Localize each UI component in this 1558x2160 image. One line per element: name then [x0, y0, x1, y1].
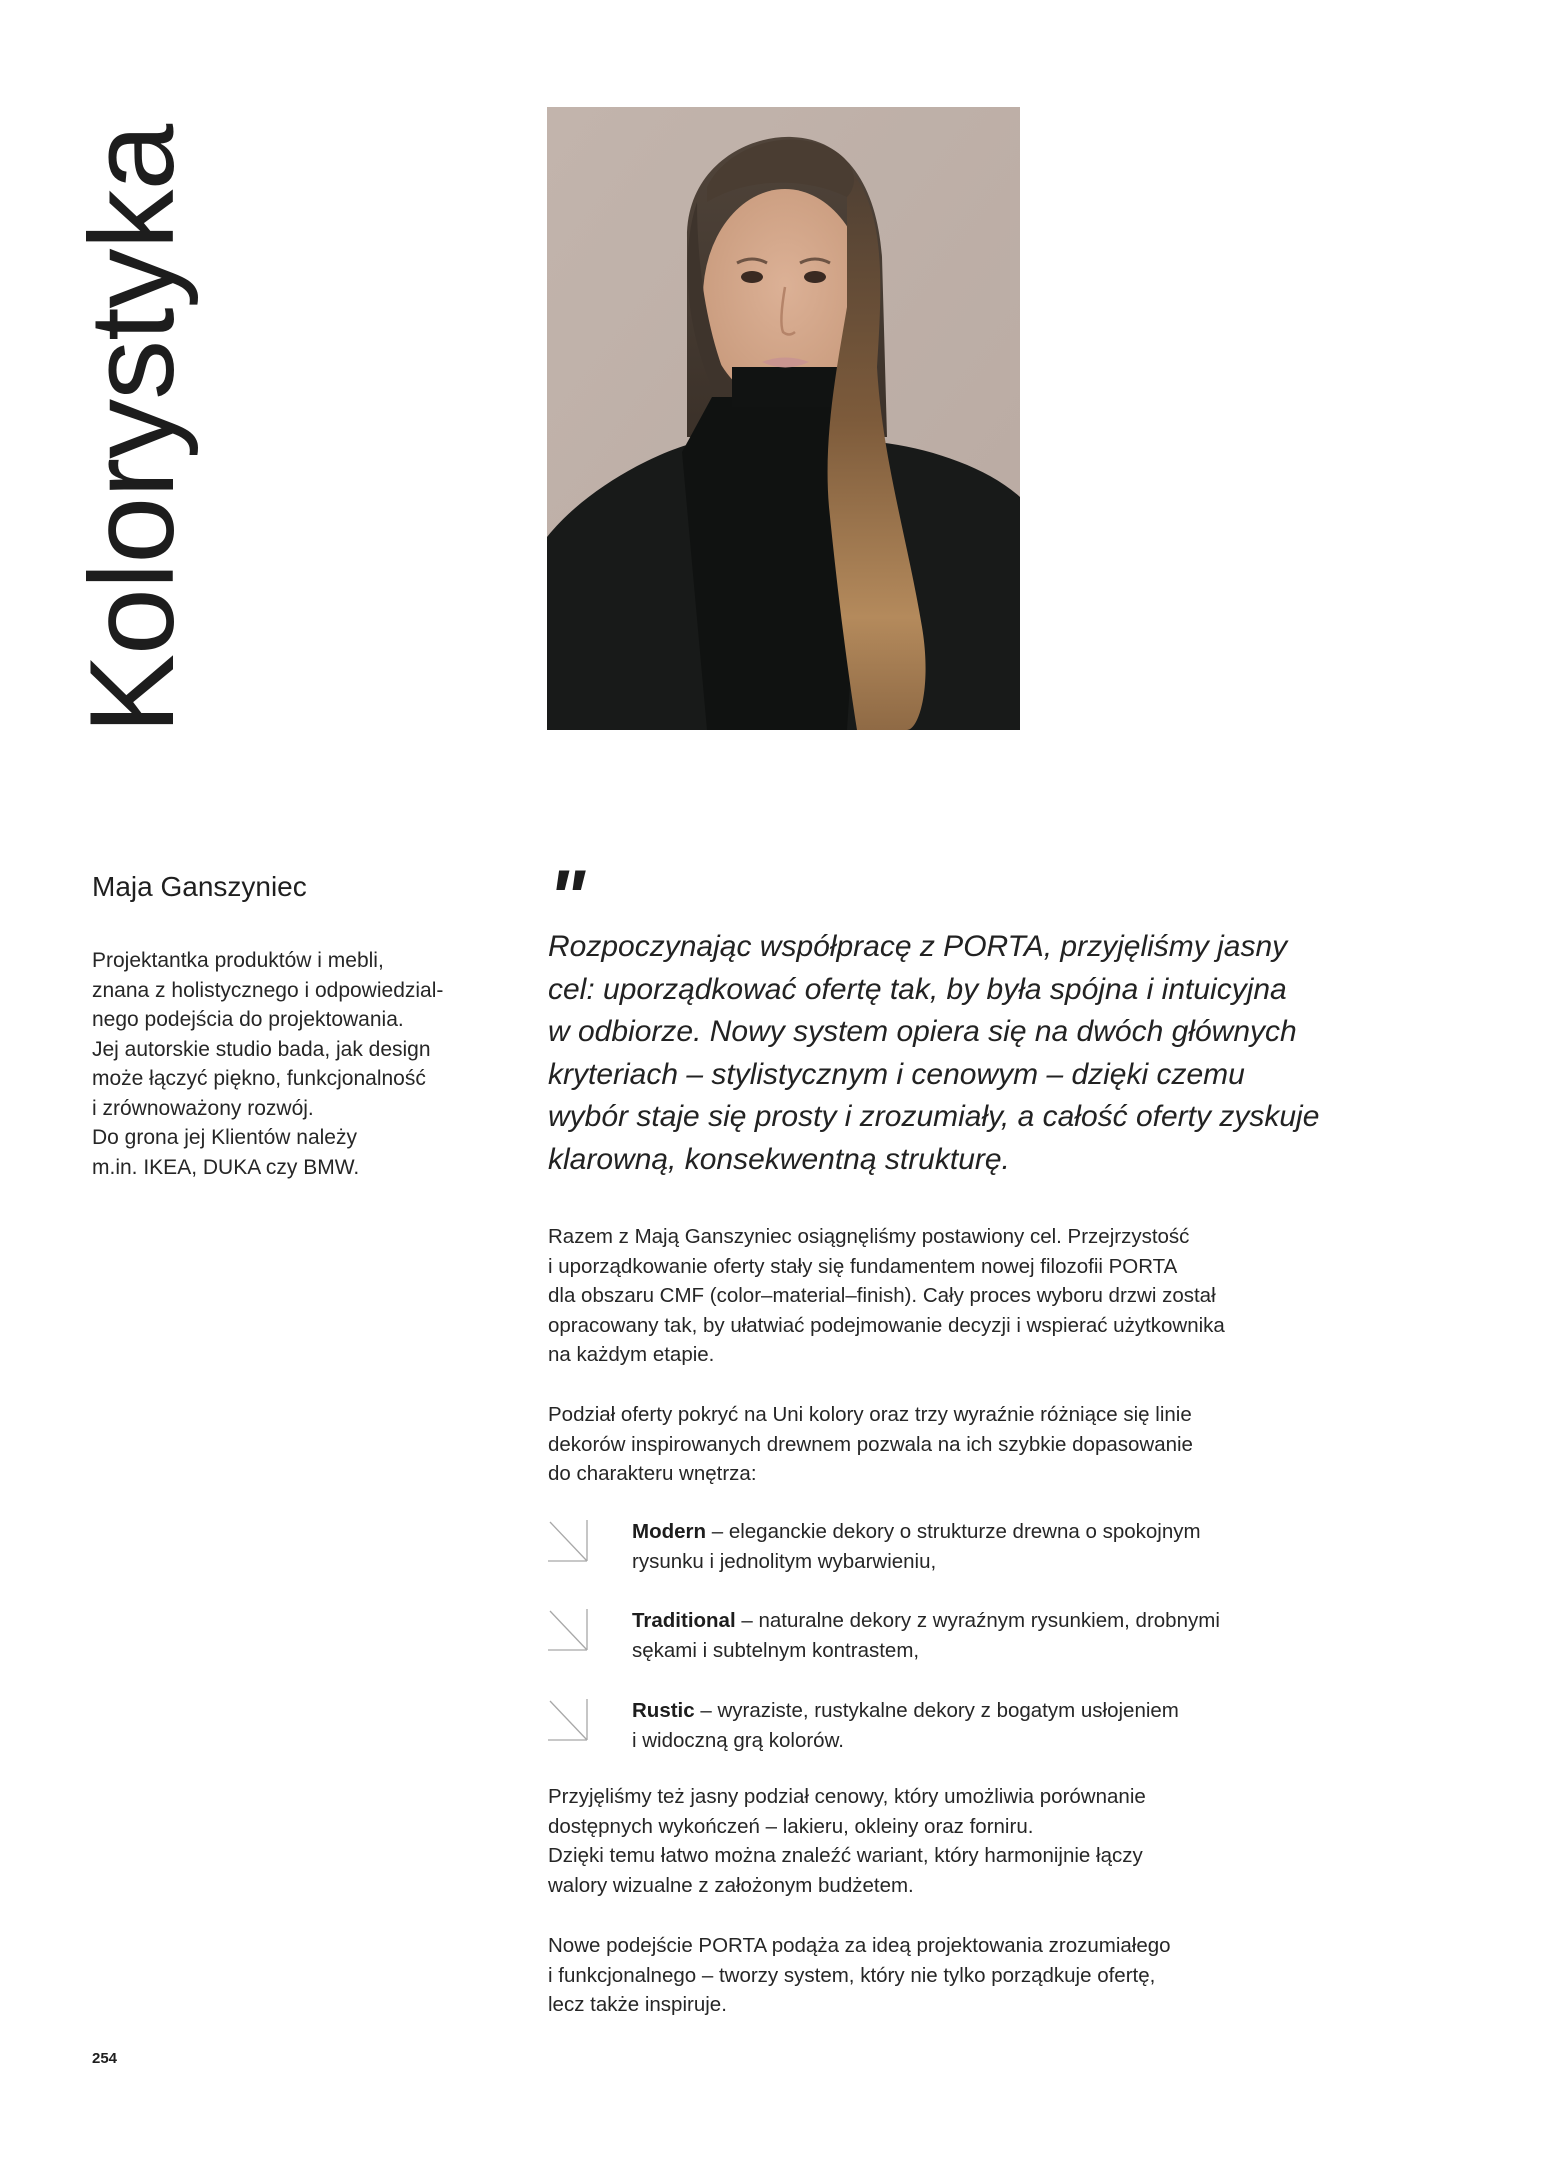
paragraph-intro: [548, 1222, 1348, 1370]
paragraph-line: do charakteru wnętrza:: [548, 1462, 757, 1485]
paragraph-line: Razem z Mają Ganszyniec osiągnęliśmy postawiony cel. Przejrzystość: [548, 1225, 1190, 1248]
arrow-down-right-icon: [548, 1699, 590, 1743]
paragraph-line: lecz także inspiruje.: [548, 1993, 727, 2016]
arrow-down-right-icon: [548, 1609, 590, 1653]
bio-line: nego podejścia do projektowania.: [92, 1008, 404, 1031]
bio-line: może łączyć piękno, funkcjonalność: [92, 1067, 426, 1090]
paragraph-price-division: [548, 1782, 1348, 1900]
decor-line-description-cont: i widoczną grą kolorów.: [632, 1728, 844, 1752]
bio-line: znana z holistycznego i odpowiedzial-: [92, 978, 444, 1002]
paragraph-line: Przyjęliśmy też jasny podział cenowy, który umożliwia porównanie: [548, 1785, 1146, 1808]
bio-line: Jej autorskie studio bada, jak design: [92, 1037, 431, 1061]
list-item-modern: [548, 1517, 1348, 1577]
decor-line-description-cont: rysunku i jednolitym wybarwieniu,: [632, 1549, 937, 1573]
paragraph-line: dostępnych wykończeń – lakieru, okleiny oraz forniru.: [548, 1814, 1034, 1838]
paragraph-line: Dzięki temu łatwo można znaleźć wariant, który harmonijnie łączy: [548, 1844, 1143, 1867]
quote-line: w odbiorze. Nowy system opiera się na dwóch głównych: [548, 1015, 1297, 1049]
paragraph-line: i uporządkowanie oferty stały się fundamentem nowej filozofii PORTA: [548, 1254, 1178, 1278]
quote-line: Rozpoczynając współpracę z PORTA, przyjęliśmy jasny: [548, 930, 1288, 963]
bio-line: Do grona jej Klientów należy: [92, 1126, 357, 1149]
decor-line-description: – naturalne dekory z wyraźnym rysunkiem, drobnymi: [735, 1609, 1220, 1632]
quote-line: cel: uporządkować ofertę tak, by była spójna i intuicyjna: [548, 972, 1287, 1006]
quote-line: wybór staje się prosty i zrozumiały, a całość oferty zyskuje: [548, 1100, 1320, 1134]
paragraph-conclusion: [548, 1931, 1348, 2020]
paragraph-line: dekorów inspirowanych drewnem pozwala na ich szybkie dopasowanie: [548, 1432, 1193, 1456]
paragraph-line: i funkcjonalnego – tworzy system, który nie tylko porządkuje ofertę,: [548, 1963, 1156, 1987]
section-title: Kolorystyka: [65, 124, 199, 734]
designer-bio: [92, 946, 512, 1182]
list-item-text: [632, 1517, 1352, 1576]
pull-quote: [548, 926, 1368, 1182]
bio-line: i zrównoważony rozwój.: [92, 1096, 314, 1120]
quote-mark-icon: ": [548, 853, 581, 941]
section-title-container: [65, 114, 199, 734]
list-item-rustic: [548, 1696, 1348, 1756]
list-item-traditional: [548, 1606, 1348, 1666]
quote-line: klarowną, konsekwentną strukturę.: [548, 1142, 1010, 1176]
decor-line-name: Rustic: [632, 1699, 695, 1722]
paragraph-line: Nowe podejście PORTA podąża za ideą projektowania zrozumiałego: [548, 1934, 1171, 1957]
decor-line-name: Traditional: [632, 1609, 736, 1632]
decor-line-name: Modern: [632, 1520, 707, 1543]
decor-line-description: – wyraziste, rustykalne dekory z bogatym usłojeniem: [694, 1699, 1179, 1722]
paragraph-line: walory wizualne z założonym budżetem.: [548, 1873, 914, 1897]
paragraph-line: dla obszaru CMF (color–material–finish). Cały proces wyboru drzwi został: [548, 1284, 1216, 1307]
bio-line: m.in. IKEA, DUKA czy BMW.: [92, 1155, 360, 1179]
paragraph-line: opracowany tak, by ułatwiać podejmowanie decyzji i wspierać użytkownika: [548, 1313, 1225, 1337]
arrow-down-right-icon: [548, 1520, 590, 1564]
designer-portrait-photo: [547, 107, 1020, 730]
paragraph-line: Podział oferty pokryć na Uni kolory oraz trzy wyraźnie różniące się linie: [548, 1403, 1192, 1426]
bio-line: Projektantka produktów i mebli,: [92, 949, 384, 972]
decor-line-description-cont: sękami i subtelnym kontrastem,: [632, 1638, 920, 1662]
list-item-text: [632, 1606, 1352, 1665]
designer-name: Maja Ganszyniec: [92, 871, 307, 902]
paragraph-decor-division: [548, 1400, 1348, 1489]
decor-line-description: – eleganckie dekory o strukturze drewna o spokojnym: [706, 1520, 1201, 1543]
portrait-illustration: [547, 107, 1020, 730]
page-number: 254: [92, 2050, 118, 2067]
quote-line: kryteriach – stylistycznym i cenowym – dzięki czemu: [548, 1057, 1245, 1091]
list-item-text: [632, 1696, 1352, 1755]
paragraph-line: na każdym etapie.: [548, 1343, 715, 1366]
